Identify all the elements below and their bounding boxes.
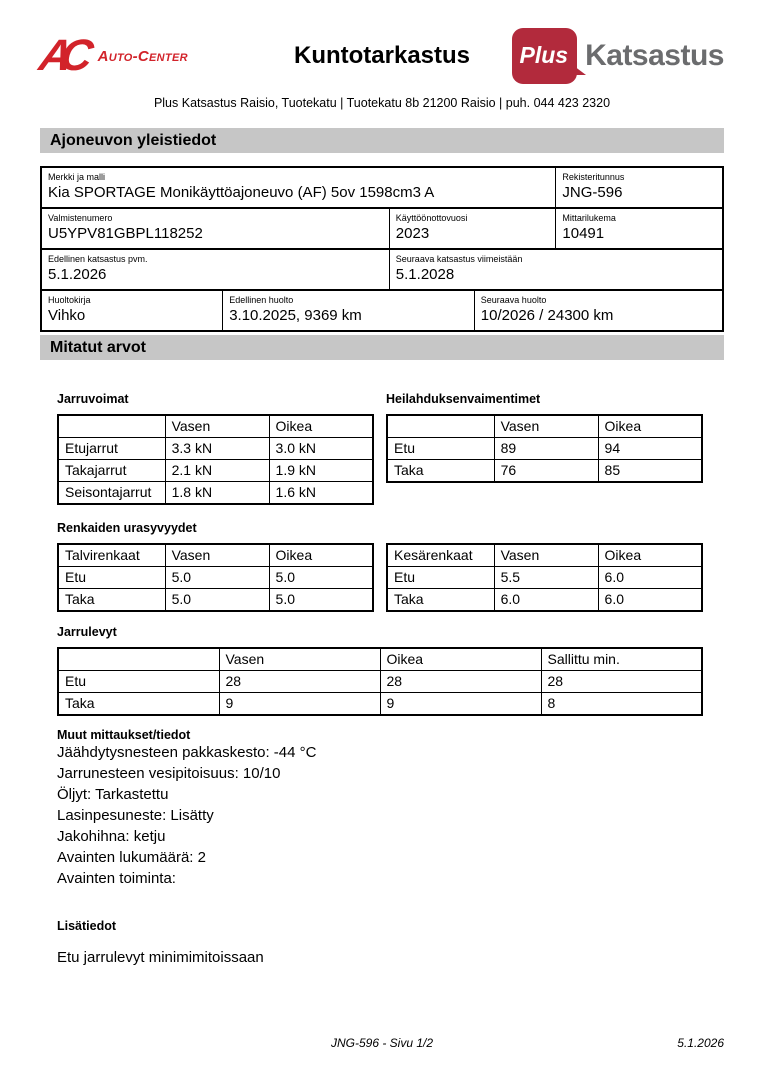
- table-row: [42, 207, 722, 248]
- auto-center-logo-text: Auto-Center: [97, 47, 188, 65]
- brake-forces-table: [57, 414, 374, 505]
- brake-discs-title: Jarrulevyt: [57, 625, 117, 639]
- misc-line-brake-fluid: Jarrunesteen vesipitoisuus: 10/10: [57, 765, 281, 782]
- additional-info-title: Lisätiedot: [57, 919, 117, 933]
- table-row: Etu 28 28 28: [58, 671, 702, 693]
- tire-tread-title: Renkaiden urasyvyydet: [57, 521, 197, 535]
- misc-line-key-function: Avainten toiminta:: [57, 870, 176, 887]
- table-row: Vasen Oikea: [387, 415, 702, 438]
- shock-absorbers-title: Heilahduksenvaimentimet: [386, 392, 541, 406]
- table-row: Etu 5.5 6.0: [387, 567, 702, 589]
- field-odometer: Mittarilukema 10491: [555, 209, 722, 248]
- auto-center-monogram-icon: AC: [35, 31, 86, 80]
- measured-values-section: [57, 392, 703, 966]
- field-previous-inspection: Edellinen katsastus pvm. 5.1.2026: [48, 254, 148, 283]
- page-footer: [40, 1036, 724, 1052]
- table-row: Vasen Oikea Sallittu min.: [58, 648, 702, 671]
- table-row: Seisontajarrut 1.8 kN 1.6 kN: [58, 482, 373, 505]
- misc-measurements-block: [57, 728, 703, 889]
- brake-forces-title: Jarruvoimat: [57, 392, 129, 406]
- report-header: [35, 28, 724, 84]
- table-row: Etujarrut 3.3 kN 3.0 kN: [58, 438, 373, 460]
- field-first-use-year: Käyttöönottovuosi 2023: [389, 209, 556, 248]
- table-row: Takajarrut 2.1 kN 1.9 kN: [58, 460, 373, 482]
- misc-line-key-count: Avainten lukumäärä: 2: [57, 849, 206, 866]
- brake-discs-table: [57, 647, 703, 716]
- auto-center-logo: [35, 31, 235, 80]
- station-address-line: Plus Katsastus Raisio, Tuotekatu | Tuotekatu 8b 21200 Raisio | puh. 044 423 2320: [153, 96, 611, 110]
- table-row: Taka 76 85: [387, 460, 702, 483]
- field-previous-service: Edellinen huolto 3.10.2025, 9369 km: [222, 291, 474, 330]
- plus-katsastus-logo: [519, 28, 724, 84]
- table-row: Etu 5.0 5.0: [58, 567, 373, 589]
- table-row: Vasen Oikea: [58, 415, 373, 438]
- additional-info-text: Etu jarrulevyt minimimitoissaan: [57, 949, 264, 966]
- shock-absorbers-table: [386, 414, 703, 483]
- field-service-book: Huoltokirja Vihko: [48, 295, 91, 324]
- field-next-inspection: Seuraava katsastus viimeistään 5.1.2028: [389, 250, 722, 289]
- table-row: Etu 89 94: [387, 438, 702, 460]
- table-row: Talvirenkaat Vasen Oikea: [58, 544, 373, 567]
- table-row: Taka 5.0 5.0: [58, 589, 373, 612]
- field-make-model: Merkki ja malli Kia SPORTAGE Monikäyttöajoneuvo (AF) 5ov 1598cm3 A: [48, 172, 435, 201]
- summer-tires-table: [386, 543, 703, 612]
- table-row: [42, 168, 722, 207]
- misc-line-timing-belt: Jakohihna: ketju: [57, 828, 166, 845]
- field-next-service: Seuraava huolto 10/2026 / 24300 km: [474, 291, 722, 330]
- section-header-general-info: Ajoneuvon yleistiedot: [40, 128, 724, 153]
- winter-tires-table: [57, 543, 374, 612]
- footer-page-number: JNG-596 - Sivu 1/2: [330, 1036, 434, 1050]
- field-vin: Valmistenumero U5YPV81GBPL118252: [48, 213, 203, 242]
- vehicle-info-table: [40, 166, 724, 332]
- page-title: Kuntotarkastus: [293, 42, 471, 69]
- table-row: Kesärenkaat Vasen Oikea: [387, 544, 702, 567]
- table-row: Taka 9 9 8: [58, 693, 702, 716]
- misc-line-oils: Öljyt: Tarkastettu: [57, 786, 169, 803]
- plus-katsastus-logo-text: Katsastus: [585, 39, 724, 72]
- misc-measurements-title: Muut mittaukset/tiedot: [57, 728, 191, 742]
- misc-line-washer-fluid: Lasinpesuneste: Lisätty: [57, 807, 214, 824]
- footer-date: 5.1.2026: [677, 1036, 724, 1050]
- table-row: [42, 248, 722, 289]
- misc-line-coolant: Jäähdytysnesteen pakkaskesto: -44 °C: [57, 744, 317, 761]
- table-row: Taka 6.0 6.0: [387, 589, 702, 612]
- table-row: [42, 289, 722, 330]
- plus-badge-icon: Plus: [512, 28, 578, 84]
- field-registration: Rekisteritunnus JNG-596: [555, 168, 722, 207]
- section-header-measured-values: Mitatut arvot: [40, 335, 724, 360]
